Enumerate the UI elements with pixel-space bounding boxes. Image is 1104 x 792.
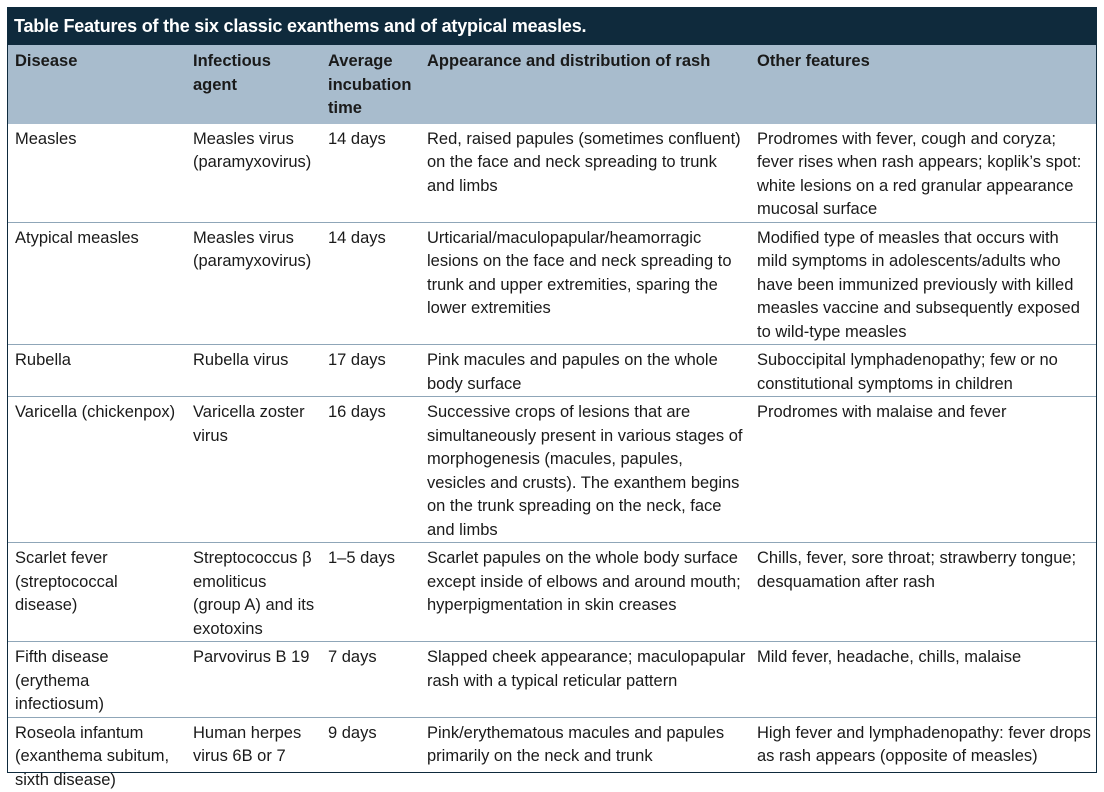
header-row <box>8 45 1096 124</box>
cell-disease: Atypical measles <box>8 222 186 345</box>
cell-incubation: 7 days <box>321 642 420 718</box>
cell-incubation: 17 days <box>321 345 420 397</box>
cell-incubation: 1–5 days <box>321 543 420 642</box>
cell-disease: Scarlet fever (streptococcal disease) <box>8 543 186 642</box>
cell-incubation: 14 days <box>321 222 420 345</box>
cell-disease: Measles <box>15 129 77 148</box>
cell-agent: Human herpes virus 6B or 7 <box>186 717 321 792</box>
cell-agent: Measles virus (paramyxovirus) <box>193 129 312 171</box>
cell-other: High fever and lymphadenopathy: fever drops as rash appears (opposite of measles) <box>750 717 1096 792</box>
cell-rash: Red, raised papules (sometimes confluent) on the face and neck spreading to trunk and limbs <box>427 129 741 195</box>
cell-agent: Rubella virus <box>186 345 321 397</box>
table-row <box>8 397 1096 543</box>
cell-other: Suboccipital lymphadenopathy; few or no constitutional symptoms in children <box>750 345 1096 397</box>
cell-other: Prodromes with fever, cough and coryza; fever rises when rash appears; koplik’s spot: white lesions on a red granular appearance mucosal surface <box>757 129 1082 218</box>
header-disease: Disease <box>8 45 186 124</box>
exanthem-table <box>8 45 1096 792</box>
cell-rash: Successive crops of lesions that are simultaneously present in various stages of morphogenesis (macules, papules, vesicles and crusts). The exanthem begins on the trunk spreading on the neck, face and limbs <box>420 397 750 543</box>
table-container <box>7 7 1097 789</box>
cell-incubation: 16 days <box>321 397 420 543</box>
table-title: Table Features of the six classic exanthems and of atypical measles. <box>8 8 1096 45</box>
cell-rash: Scarlet papules on the whole body surface except inside of elbows and around mouth; hyperpigmentation in skin creases <box>420 543 750 642</box>
header-agent: Infectious agent <box>186 45 321 124</box>
table-row <box>8 642 1096 718</box>
cell-rash: Slapped cheek appearance; maculopapular rash with a typical reticular pattern <box>420 642 750 718</box>
cell-agent: Varicella zoster virus <box>186 397 321 543</box>
header-other: Other features <box>750 45 1096 124</box>
cell-disease: Roseola infantum (exanthema subitum, sixth disease) <box>8 717 186 792</box>
table-row <box>8 717 1096 792</box>
cell-incubation: 9 days <box>321 717 420 792</box>
cell-agent: Streptococcus β emoliticus (group A) and its exotoxins <box>186 543 321 642</box>
cell-disease: Varicella (chickenpox) <box>8 397 186 543</box>
cell-other: Chills, fever, sore throat; strawberry tongue; desquamation after rash <box>750 543 1096 642</box>
header-incubation: Average incubation time <box>321 45 420 124</box>
cell-disease: Fifth disease (erythema infectiosum) <box>8 642 186 718</box>
cell-rash: Pink macules and papules on the whole body surface <box>420 345 750 397</box>
cell-disease: Rubella <box>8 345 186 397</box>
header-rash: Appearance and distribution of rash <box>420 45 750 124</box>
cell-rash: Pink/erythematous macules and papules primarily on the neck and trunk <box>420 717 750 792</box>
cell-other: Modified type of measles that occurs with mild symptoms in adolescents/adults who have been immunized previously with killed measles vaccine and subsequently exposed to wild-type measles <box>750 222 1096 345</box>
cell-other: Mild fever, headache, chills, malaise <box>750 642 1096 718</box>
table-row <box>8 124 1096 223</box>
table-row <box>8 345 1096 397</box>
table-row <box>8 543 1096 642</box>
cell-incubation: 14 days <box>328 129 386 148</box>
cell-other: Prodromes with malaise and fever <box>750 397 1096 543</box>
table-row <box>8 222 1096 345</box>
cell-agent: Parvovirus B 19 <box>186 642 321 718</box>
cell-rash: Urticarial/maculopapular/heamorragic lesions on the face and neck spreading to trunk and upper extremities, sparing the lower extremities <box>420 222 750 345</box>
cell-agent: Measles virus (paramyxovirus) <box>186 222 321 345</box>
